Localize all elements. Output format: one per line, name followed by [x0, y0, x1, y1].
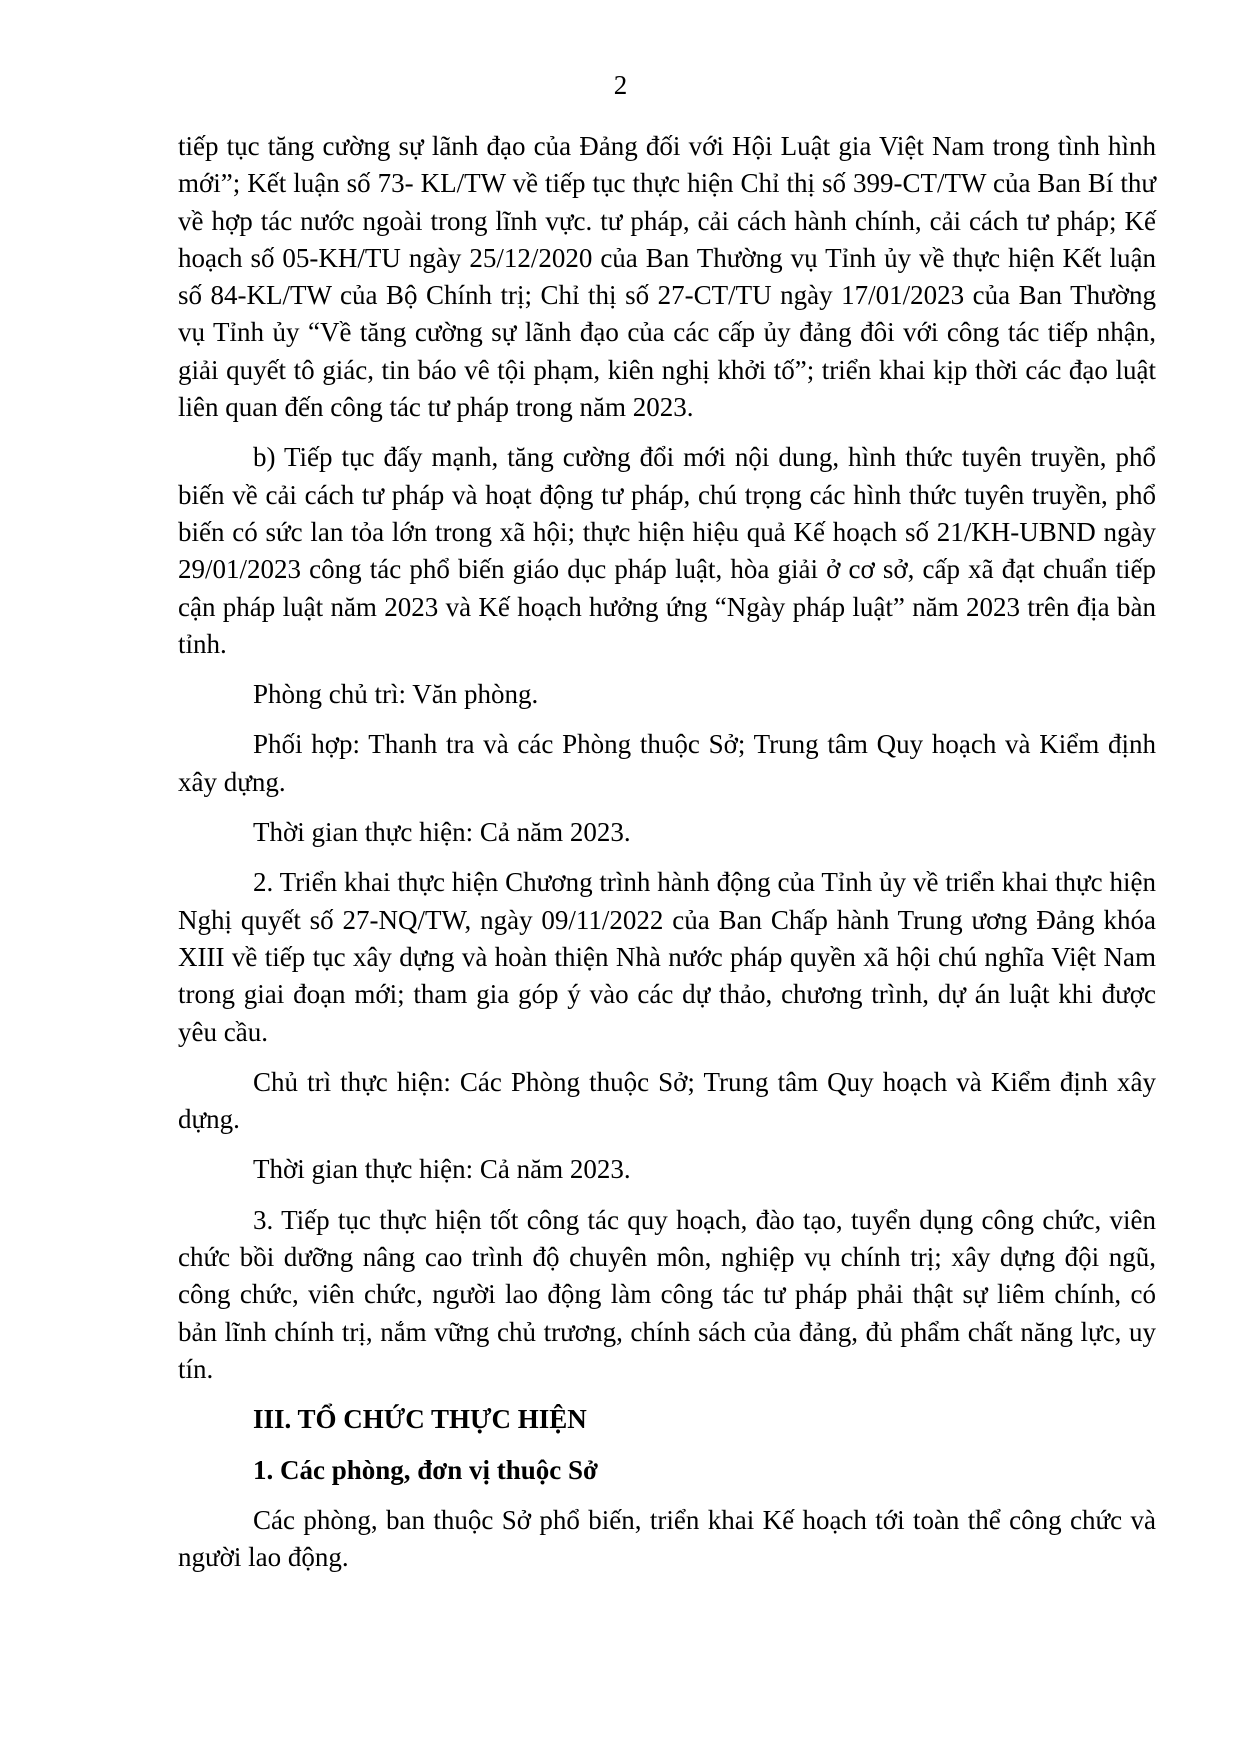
paragraph-closing: Các phòng, ban thuộc Sở phổ biến, triển khai Kế hoạch tới toàn thể công chức và người lao động. [178, 1504, 1156, 1573]
subsection-heading: 1. Các phòng, đơn vị thuộc Sở [253, 1454, 598, 1485]
paragraph-lead-unit: Phòng chủ trì: Văn phòng. [253, 679, 539, 710]
paragraph-coordination: Phối hợp: Thanh tra và các Phòng thuộc Sở; Trung tâm Quy hoạch và Kiểm định xây dựng. [178, 729, 1156, 797]
paragraph-timeline-2: Thời gian thực hiện: Cả năm 2023. [253, 1154, 631, 1185]
document-body [178, 128, 1156, 1589]
paragraph-lead-unit-2: Chủ trì thực hiện: Các Phòng thuộc Sở; Trung tâm Quy hoạch và Kiểm định xây dựng. [178, 1066, 1156, 1135]
paragraph-item-b: b) Tiếp tục đấy mạnh, tăng cường đổi mới nội dung, hình thức tuyên truyền, phổ biến về cải cách tư pháp và hoạt động tư pháp, chú trọng các hình thức tuyên truyền, phổ biến có sức lan tỏa lớn trong xã hội; thực hiện hiệu quả Kế hoạch số 21/KH-UBND ngày 29/01/2023 công tác phổ biến giáo dục pháp luật, hòa giải ở cơ sở, cấp xã đạt chuẩn tiếp cận pháp luật năm 2023 và Kế hoạch hưởng ứng “Ngày pháp luật” năm 2023 trên địa bàn tỉnh. [178, 442, 1156, 659]
paragraph-item-2: 2. Triển khai thực hiện Chương trình hành động của Tỉnh ủy về triển khai thực hiện Nghị quyết số 27-NQ/TW, ngày 09/11/2022 của Ban Chấp hành Trung ương Đảng khóa XIII về tiếp tục xây dựng và hoàn thiện Nhà nước pháp quyền xã hội chú nghĩa Việt Nam trong giai đoạn mới; tham gia góp ý vào các dự thảo, chương trình, dự án luật khi được yêu cầu. [178, 867, 1156, 1047]
page-number: 2 [613, 70, 628, 100]
section-heading: III. TỔ CHỨC THỰC HIỆN [253, 1404, 587, 1435]
paragraph-item-3: 3. Tiếp tục thực hiện tốt công tác quy hoạch, đào tạo, tuyển dụng công chức, viên chức bồi dưỡng nâng cao trình độ chuyên môn, nghiệp vụ chính trị; xây dựng đội ngũ, công chức, viên chức, người lao động làm công tác tư pháp phải thật sự liêm chính, có bản lĩnh chính trị, nắm vững chủ trương, chính sách của đảng, đủ phẩm chất năng lực, uy tín. [178, 1204, 1156, 1384]
paragraph-timeline: Thời gian thực hiện: Cả năm 2023. [253, 817, 631, 848]
paragraph-continuation: tiếp tục tăng cường sự lãnh đạo của Đảng đối với Hội Luật gia Việt Nam trong tình hình mới”; Kết luận số 73- KL/TW về tiếp tục thực hiện Chỉ thị số 399-CT/TW của Ban Bí thư về hợp tác nước ngoài trong lĩnh vực. tư pháp, cải cách hành chính, cải cách tư pháp; Kế hoạch số 05-KH/TU ngày 25/12/2020 của Ban Thường vụ Tỉnh ủy về thực hiện Kết luận số 84-KL/TW của Bộ Chính trị; Chỉ thị số 27-CT/TU ngày 17/01/2023 của Ban Thường vụ Tỉnh ủy “Về tăng cường sự lãnh đạo của các cấp ủy đảng đôi với công tác tiếp nhận, giải quyết tô giác, tin báo vê tội phạm, kiên nghị khởi tố”; triển khai kịp thời các đạo luật liên quan đến công tác tư pháp trong năm 2023. [178, 131, 1156, 423]
